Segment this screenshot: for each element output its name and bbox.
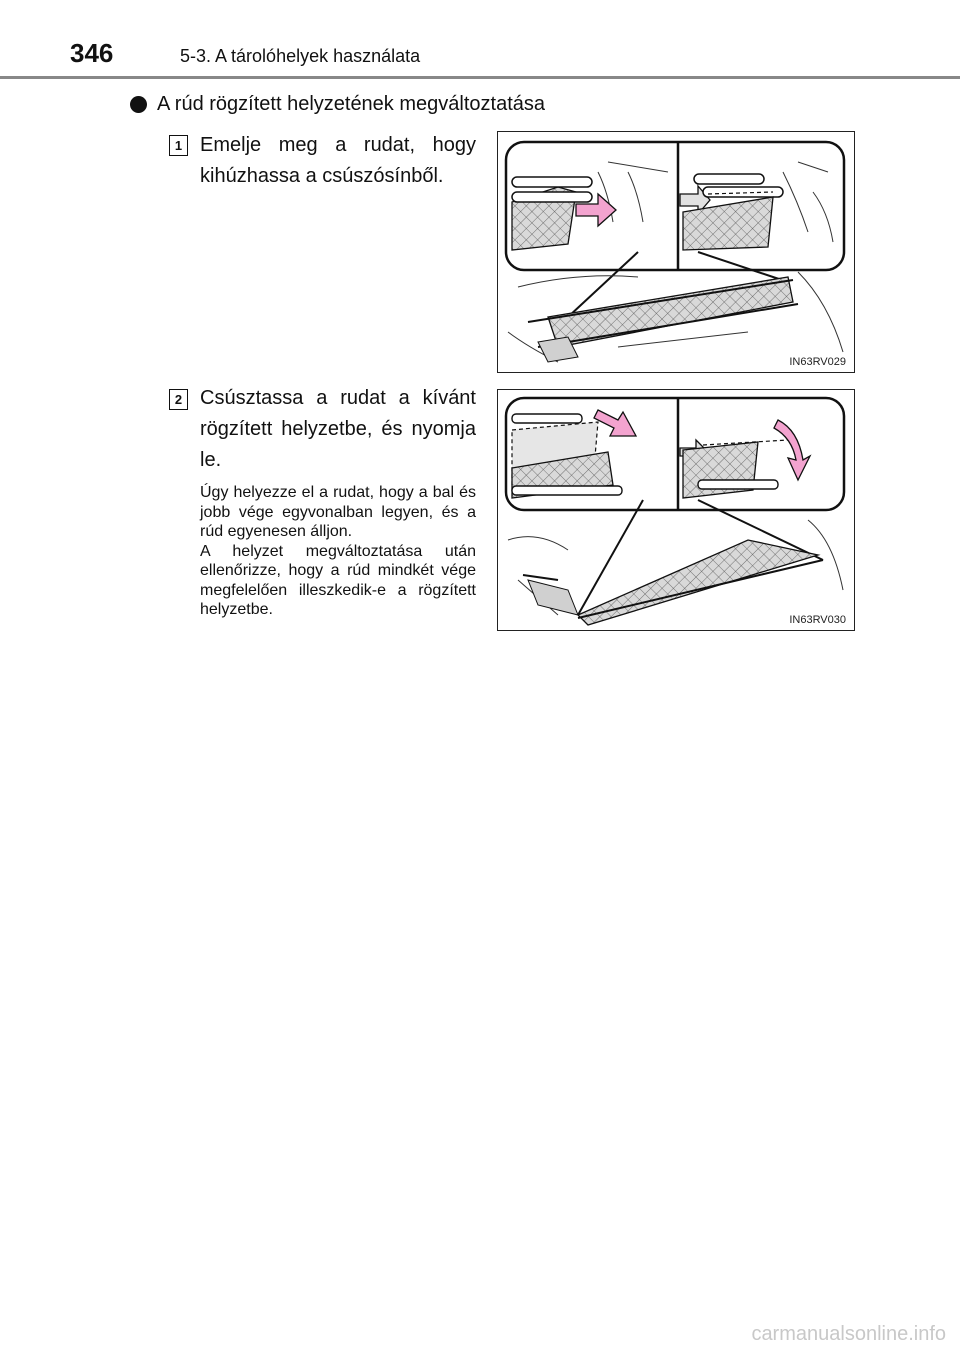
section-heading-text: A rúd rögzített helyzetének megváltoztatása (157, 93, 545, 115)
figure-code-1: IN63RV029 (789, 356, 846, 368)
step-2-text: Csúsztassa a rudat a kívánt rögzített helyzetbe, és nyomja le. (200, 387, 476, 471)
step-1-badge: 1 (169, 135, 188, 156)
section-heading (130, 93, 545, 116)
figure-step-2 (497, 389, 855, 631)
page-header (0, 0, 960, 80)
step-2-badge: 2 (169, 389, 188, 410)
chapter-title: 5-3. A tárolóhelyek használata (180, 46, 421, 66)
figure-step-1 (497, 131, 855, 373)
step-1-text: Emelje meg a rudat, hogy kihúzhassa a csúszósínből. (200, 134, 476, 187)
step-2-note: Úgy helyezze el a rudat, hogy a bal és jobb vége egyvonalban legyen, és a rúd egyenesen álljon. A helyzet megváltoztatása után ellenőrizze, hogy a rúd mindkét vége megfelelően illeszkedik-e a rögzített helyzetbe. (200, 484, 476, 618)
watermark: carmanualsonline.info (751, 1323, 946, 1345)
figure-code-2: IN63RV030 (789, 614, 846, 626)
page-number: 346 (70, 38, 114, 68)
illustration-step-2 (498, 390, 854, 630)
header-divider (0, 76, 960, 79)
illustration-step-1 (498, 132, 854, 372)
bullet-icon (130, 96, 147, 113)
